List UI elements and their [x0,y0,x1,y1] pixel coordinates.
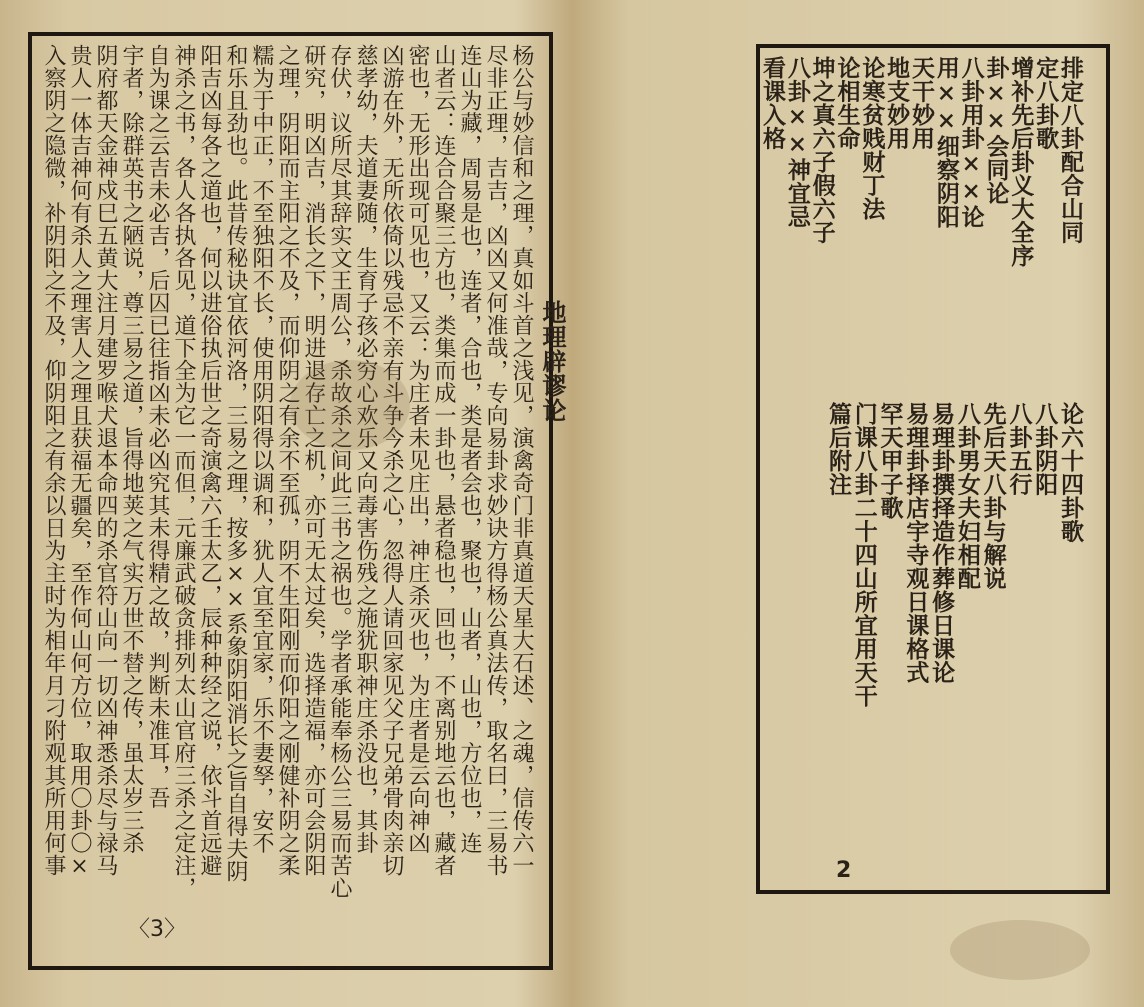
text-column: 神杀之书，各人各执各见，道下全为它一而但，元廉武破贪排列太山官府三杀之定注， [171,44,196,899]
paper-stain [290,360,410,450]
text-column: 自为课之云吉未必吉，后囚已往指凶未必凶究其未得精之故，判断未准耳，吾 [145,44,170,809]
text-column: 存伏，议所尽其辞实文王周公，杀故杀之间此三书之祸也。学者承能奉杨公三易而苦心 [327,44,352,899]
toc-entry: 卦××会同论 [982,56,1010,205]
toc-entry: 论寒贫贱财丁法 [858,56,886,221]
text-column: 尽非正理，吉吉，凶凶又何准哉，专向易卦求妙诀方得杨公真法传，取名曰，三易书 [483,44,508,877]
toc-entry: 篇后附注 [825,402,852,496]
section-heading: 地理辟谬论 [538,300,567,423]
toc-entry: 论相生命 [833,56,861,150]
toc-entry: 增补先后卦义大全序 [1007,56,1035,268]
toc-entry: 用××细察阴阳 [932,56,960,229]
toc-entry: 先后天八卦与解说 [979,402,1007,590]
toc-entry: 地支妙用 [883,56,911,150]
text-column: 慈孝幼，夫道妻随，生育子孩必穷心欢乐又向毒害伤残之施犹职神庄杀没也，其卦 [353,44,378,854]
page-number-right: 2 [836,858,852,883]
text-column: 之理，阴阳而主阳之不及，而仰阴之有余不至孤，阴不生阳刚而仰阳之刚健补阴之柔 [275,44,300,877]
text-column: 研究，明凶吉，消长之下，明进退存亡之机，亦可无太过矣，选择造福，亦可会阴阳 [301,44,326,877]
text-column: 杨公与妙信和之理，真如斗首之浅见，演禽奇门非真道天星大石述、之魂，信传六一 [509,44,534,877]
right-page [572,0,1144,1007]
toc-entry: 八卦男女夫妇相配 [953,402,981,590]
text-column: 山者云：连合合聚三方也，类集而成一卦也，悬者稳也，回也，不离别地云也，藏者 [431,44,456,877]
toc-entry: 易理卦撰择造作葬修日课论 [928,402,956,684]
text-column: 阴府都天金神戍巳五黄大注月建罗喉犬退本命四的杀官符山向一切凶神悉杀尽与禄马 [93,44,118,877]
text-column: 连山为藏，周易是也，连者，合也，类是者会也，聚也，山者，山也，方位也，连 [457,44,482,854]
text-column: 凶游在外，无所依倚以残忌不亲有斗争今杀之心，忽得人请回家见父子兄弟骨肉亲切 [379,44,404,877]
toc-entry: 罕天甲子歌 [876,402,904,520]
paper-stain [950,920,1090,980]
bleed-through-text [632,60,663,860]
toc-entry: 八卦五行 [1005,402,1033,496]
page-number-left: 〈3〉 [128,917,186,942]
text-column: 贵人一体吉神何有杀人之理害人之理且获福无疆矣，至作何山何方位，取用〇卦〇× [67,44,92,880]
toc-entry: 门课八卦二十四山所宜用天干 [850,402,878,708]
text-column: 阳吉凶每各之道也，何以进俗执后世之奇演禽六壬太乙，辰种种经之说，依斗首远避 [197,44,222,877]
text-column: 和乐且劲也。此昔传秘诀宜依河洛，三易之理，按多××系象阴阳消长之旨自得夫阴 [223,44,248,883]
toc-entry: 排定八卦配合山同 [1057,56,1084,244]
toc-entry: 八卦××神宜忌 [783,56,811,229]
toc-entry: 易理卦择店宇寺观日课格式 [902,402,930,684]
text-column: 密也，无形出现可见也，又云：为庄者未见庄出，神庄杀灭也，为庄者是云向神凶 [405,44,430,854]
toc-entry: 天干妙用 [908,56,935,150]
text-column: 糯为于中正，不至独阳不长，使用阴阳得以调和，犹人宜至宜家，乐不妻孥，安不 [249,44,274,854]
toc-entry: 坤之真六子假六子 [808,56,836,244]
toc-entry: 八卦用卦××论 [957,56,985,229]
text-column: 宇者，除群英书之陋说，尊三易之道，旨得地荚之气实万世不替之传，虽太岁三杀 [119,44,144,854]
text-column: 入察阴之隐微，补阴阳之不及，仰阴阳之有余以日为主时为相年月刁附观其所用何事 [41,44,66,877]
toc-entry: 论六十四卦歌 [1057,402,1084,543]
toc-entry: 定八卦歌 [1032,56,1060,150]
toc-entry: 看课入格 [759,56,786,150]
toc-entry: 八卦阴阳 [1031,402,1059,496]
